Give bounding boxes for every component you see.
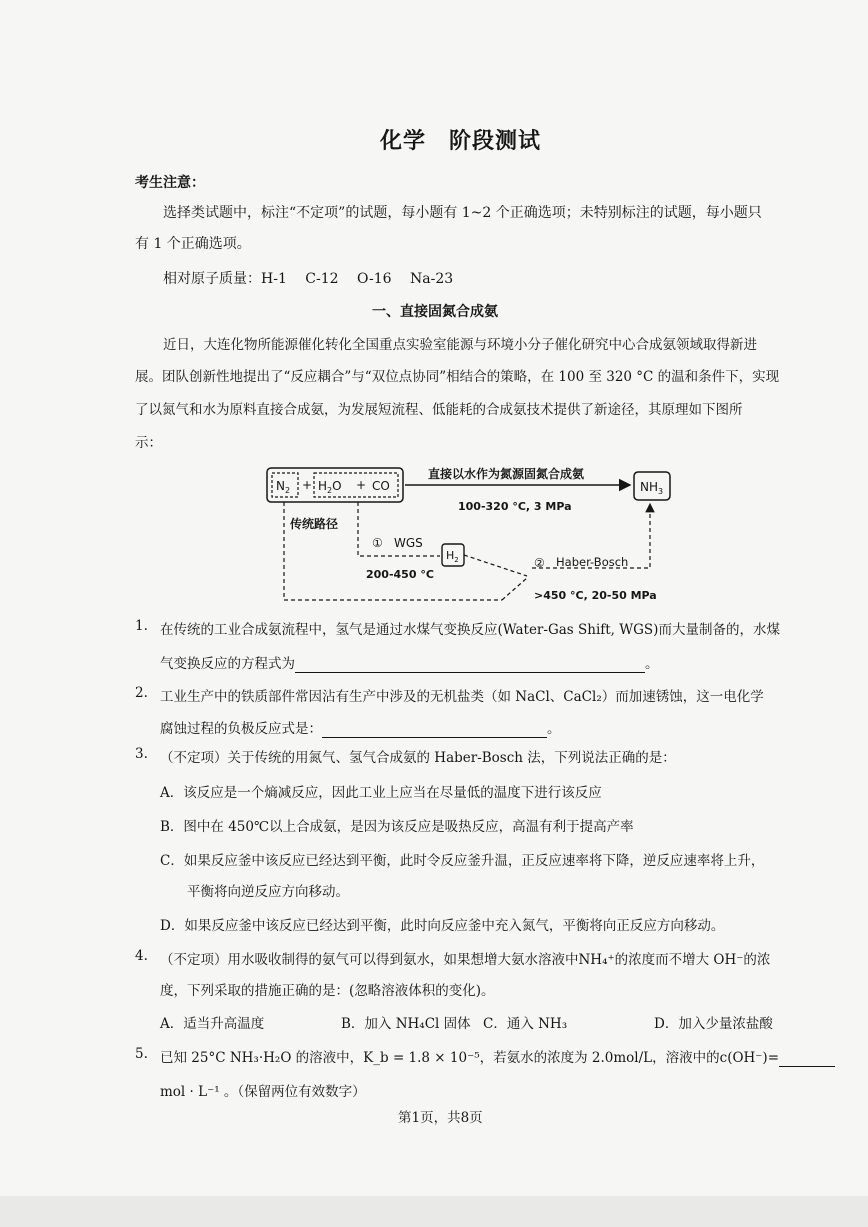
direct-condition: 100-320 °C, 3 MPa [458, 500, 572, 513]
q1-line-2: 气变换反应的方程式为 。 [160, 656, 659, 672]
wgs-label: WGS [394, 536, 423, 550]
q4-line-2: 度，下列采取的措施正确的是：(忽略溶液体积的变化)。 [160, 983, 495, 999]
direct-label: 直接以水作为氮源固氮合成氨 [428, 467, 585, 481]
q1-line-1: 在传统的工业合成氨流程中，氢气是通过水煤气变换反应(Water-Gas Shift, WGS)而大量制备的，水煤 [160, 622, 780, 638]
q3-option-c[interactable]: C．如果反应釜中该反应已经达到平衡，此时令反应釜升温，正反应速率将下降，逆反应速率将上升， [160, 853, 765, 869]
q5-line-1: 已知 25°C NH₃·H₂O 的溶液中，K_b = 1.8 × 10⁻⁵，若氨水的浓度为 2.0mol/L，溶液中的c(OH⁻)= [160, 1046, 835, 1067]
q4-option-d[interactable]: D．加入少量浓盐酸 [654, 1016, 773, 1032]
n2-text: $N_2$ [276, 479, 291, 495]
ammonia-synthesis-diagram [262, 458, 674, 608]
plus-1: + [302, 478, 313, 492]
q2-line-2: 腐蚀过程的负极反应式是： 。 [160, 721, 561, 737]
q4-option-c[interactable]: C．通入 NH₃ [483, 1016, 568, 1032]
intro-line-4: 示： [135, 435, 162, 451]
hb-number: ② [534, 556, 545, 570]
q1-answer-blank[interactable] [295, 656, 645, 673]
h2-text: $H_2$ [446, 549, 459, 564]
h2o-text: $H_2O$ [318, 479, 342, 495]
nh3-text: $NH_3$ [640, 480, 664, 496]
q3-option-d[interactable]: D．如果反应釜中该反应已经达到平衡，此时向反应釜中充入氮气，平衡将向正反应方向移动。 [160, 918, 725, 934]
q4-number: 4. [135, 948, 148, 964]
page-number: 第1页，共8页 [398, 1110, 483, 1126]
intro-line-3: 了以氮气和水为原料直接合成氨，为发展短流程、低能耗的合成氨技术提供了新途径，其原理如下图所 [135, 402, 743, 418]
q2-line-1: 工业生产中的铁质部件常因沾有生产中涉及的无机盐类（如 NaCl、CaCl₂）而加速锈蚀，这一电化学 [160, 689, 764, 705]
page-title: 化学 阶段测试 [380, 129, 542, 154]
traditional-route-label: 传统路径 [290, 517, 339, 531]
q5-line-2: mol · L⁻¹ 。（保留两位有效数字） [160, 1084, 366, 1100]
q3-number: 3. [135, 746, 148, 762]
wgs-condition: 200-450 °C [366, 568, 434, 581]
q5-number: 5. [135, 1046, 148, 1062]
q2-answer-blank[interactable] [322, 721, 547, 738]
q4-line-1: （不定项）用水吸收制得的氨气可以得到氨水，如果想增大氨水溶液中NH₄⁺的浓度而不增大 OH⁻的浓 [160, 952, 771, 968]
intro-line-2: 展。团队创新性地提出了“反应耦合”与“双位点协同”相结合的策略，在 100 至 320 °C 的温和条件下，实现 [135, 369, 780, 385]
scan-bottom-edge [0, 1196, 868, 1227]
q3-option-b[interactable]: B．图中在 450℃以上合成氨，是因为该反应是吸热反应，高温有利于提高产率 [160, 819, 634, 835]
wgs-number: ① [372, 536, 383, 550]
notice-line-1: 选择类试题中，标注“不定项”的试题，每小题有 1~2 个正确选项；未特别标注的试题，每小题只 [163, 205, 762, 221]
q3-stem: （不定项）关于传统的用氮气、氢气合成氨的 Haber-Bosch 法，下列说法正确的是： [160, 750, 676, 766]
q2-number: 2. [135, 685, 148, 701]
atomic-mass-line: 相对原子质量：H-1 C-12 O-16 Na-23 [163, 271, 454, 287]
n2-to-hb-line [502, 578, 527, 600]
hb-label: Haber-Bosch [556, 555, 629, 569]
notice-heading: 考生注意： [135, 175, 205, 191]
q4-option-b[interactable]: B．加入 NH₄Cl 固体 [341, 1016, 471, 1032]
q3-option-a[interactable]: A．该反应是一个熵减反应，因此工业上应当在尽量低的温度下进行该反应 [160, 785, 602, 801]
section-heading: 一、直接固氮合成氨 [372, 304, 498, 320]
q5-answer-blank[interactable] [779, 1050, 835, 1067]
notice-line-2: 有 1 个正确选项。 [135, 236, 251, 252]
q4-option-a[interactable]: A．适当升高温度 [160, 1016, 265, 1032]
co-text: CO [372, 479, 390, 493]
plus-2: + [356, 478, 367, 492]
q3-option-c-cont: 平衡将向逆反应方向移动。 [187, 884, 349, 900]
q1-number: 1. [135, 618, 148, 634]
intro-line-1: 近日，大连化物所能源催化转化全国重点实验室能源与环境小分子催化研究中心合成氨领域取得新进 [163, 337, 757, 353]
hb-condition: >450 °C, 20-50 MPa [534, 589, 657, 602]
h2-to-hb-line [464, 555, 527, 576]
